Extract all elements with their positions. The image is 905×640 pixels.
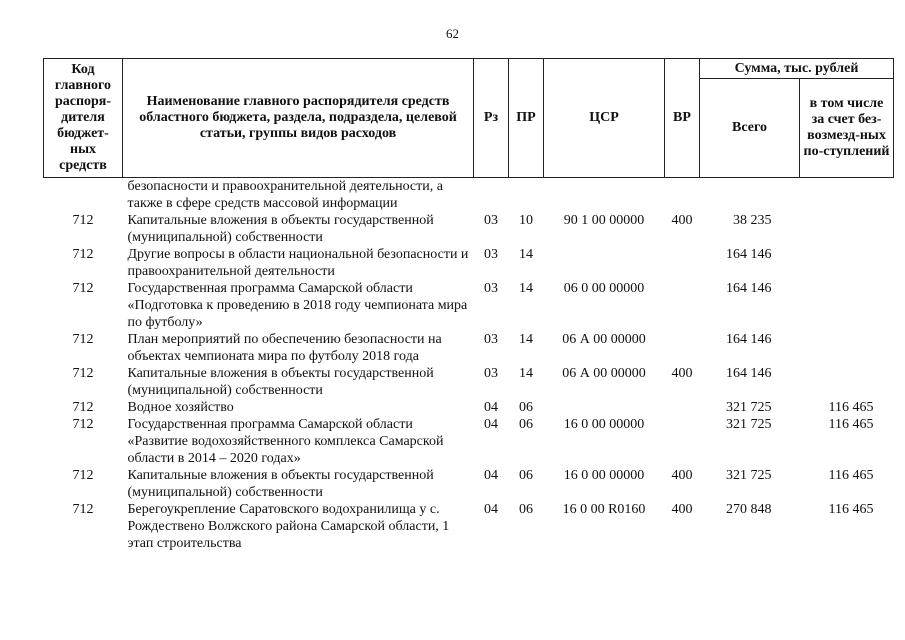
row-total: 321 725 <box>726 417 772 432</box>
row-rz: 03 <box>484 366 498 381</box>
row-code: 712 <box>72 400 94 415</box>
row-pr: 14 <box>519 332 533 347</box>
row-vr <box>665 416 700 467</box>
row-vr <box>665 280 700 331</box>
row-rz: 03 <box>484 247 498 262</box>
table-header <box>44 59 894 178</box>
row-name: План мероприятий по обеспечению безопасности на объектах чемпионата мира по футболу 2018 года <box>127 332 442 364</box>
row-total: 164 146 <box>726 281 772 296</box>
row-name: Государственная программа Самарской области «Развитие водохозяйственного комплекса Самарской области в 2014 – 2020 годах» <box>127 417 444 466</box>
row-total: 164 146 <box>726 247 772 262</box>
row-pr <box>509 178 544 213</box>
header-csr: ЦСР <box>544 59 665 178</box>
row-vr <box>665 178 700 213</box>
row-pr: 06 <box>519 417 533 432</box>
row-total: 164 146 <box>726 332 772 347</box>
row-pr: 06 <box>519 400 533 415</box>
row-csr <box>544 399 665 416</box>
row-free: 116 465 <box>828 400 874 415</box>
row-free: 116 465 <box>828 468 874 483</box>
row-free: 116 465 <box>828 417 874 432</box>
table-row <box>44 246 894 280</box>
row-rz: 04 <box>484 417 498 432</box>
table-row <box>44 280 894 331</box>
table-row <box>44 212 894 246</box>
row-csr <box>544 246 665 280</box>
table-row <box>44 178 894 213</box>
budget-table <box>43 58 894 552</box>
header-sum-group: Сумма, тыс. рублей <box>700 59 894 79</box>
row-vr: 400 <box>671 468 693 483</box>
header-rz: Рз <box>474 59 509 178</box>
row-pr: 14 <box>519 247 533 262</box>
header-name: Наименование главного распорядителя средств областного бюджета, раздела, подраздела, целевой статьи, группы видов расходов <box>123 59 474 178</box>
row-rz: 04 <box>484 502 498 517</box>
table-row <box>44 365 894 399</box>
row-pr: 14 <box>519 281 533 296</box>
row-total: 164 146 <box>726 366 772 381</box>
row-vr: 400 <box>671 213 693 228</box>
row-rz: 03 <box>484 281 498 296</box>
row-vr <box>665 399 700 416</box>
row-csr: 16 0 00 00000 <box>563 417 645 432</box>
row-rz <box>474 178 509 213</box>
row-free <box>800 212 894 246</box>
header-vr: ВР <box>665 59 700 178</box>
table-row <box>44 399 894 416</box>
table-row <box>44 331 894 365</box>
row-rz: 03 <box>484 332 498 347</box>
row-name: Капитальные вложения в объекты государственной (муниципальной) собственности <box>127 468 434 500</box>
header-code: Код главного распоря-дителя бюджет-ных средств <box>44 59 123 178</box>
row-csr: 06 0 00 00000 <box>563 281 645 296</box>
header-pr: ПР <box>509 59 544 178</box>
row-total: 321 725 <box>726 468 772 483</box>
row-csr: 16 0 00 00000 <box>563 468 645 483</box>
row-rz: 03 <box>484 213 498 228</box>
row-vr: 400 <box>671 366 693 381</box>
row-free <box>800 365 894 399</box>
row-name: Водное хозяйство <box>127 400 234 415</box>
row-code: 712 <box>72 417 94 432</box>
row-csr: 06 А 00 00000 <box>562 332 646 347</box>
table-row <box>44 416 894 467</box>
row-code <box>44 178 123 213</box>
row-code: 712 <box>72 332 94 347</box>
row-code: 712 <box>72 366 94 381</box>
row-name: безопасности и правоохранительной деятельности, а также в сфере средств массовой информации <box>127 179 443 211</box>
table-row <box>44 467 894 501</box>
row-code: 712 <box>72 468 94 483</box>
row-free <box>800 246 894 280</box>
row-code: 712 <box>72 213 94 228</box>
row-code: 712 <box>72 502 94 517</box>
table-body <box>44 178 894 553</box>
row-pr: 10 <box>519 213 533 228</box>
row-total: 38 235 <box>733 213 772 228</box>
header-free: в том числе за счет без-возмезд-ных по-ступлений <box>800 79 894 178</box>
row-code: 712 <box>72 247 94 262</box>
row-rz: 04 <box>484 468 498 483</box>
row-free: 116 465 <box>828 502 874 517</box>
row-pr: 06 <box>519 502 533 517</box>
page-number: 62 <box>446 26 459 41</box>
row-name: Государственная программа Самарской области «Подготовка к проведению в 2018 году чемпионата мира по футболу» <box>127 281 468 330</box>
row-name: Другие вопросы в области национальной безопасности и правоохранительной деятельности <box>127 247 469 279</box>
row-name: Берегоукрепление Саратовского водохранилища у с. Рождествено Волжского района Самарской области, 1 этап строительства <box>127 502 450 551</box>
row-csr: 16 0 00 R0160 <box>562 502 646 517</box>
row-vr: 400 <box>671 502 693 517</box>
row-free <box>800 331 894 365</box>
row-total: 270 848 <box>726 502 772 517</box>
row-total: 321 725 <box>726 400 772 415</box>
header-total: Всего <box>700 79 800 178</box>
row-pr: 14 <box>519 366 533 381</box>
row-code: 712 <box>72 281 94 296</box>
row-csr: 90 1 00 00000 <box>563 213 645 228</box>
row-free <box>800 178 894 213</box>
row-name: Капитальные вложения в объекты государственной (муниципальной) собственности <box>127 213 434 245</box>
row-vr <box>665 246 700 280</box>
row-csr <box>544 178 665 213</box>
row-pr: 06 <box>519 468 533 483</box>
row-vr <box>665 331 700 365</box>
row-name: Капитальные вложения в объекты государственной (муниципальной) собственности <box>127 366 434 398</box>
row-csr: 06 А 00 00000 <box>562 366 646 381</box>
row-free <box>800 280 894 331</box>
row-rz: 04 <box>484 400 498 415</box>
table-row <box>44 501 894 552</box>
row-total <box>700 178 800 213</box>
